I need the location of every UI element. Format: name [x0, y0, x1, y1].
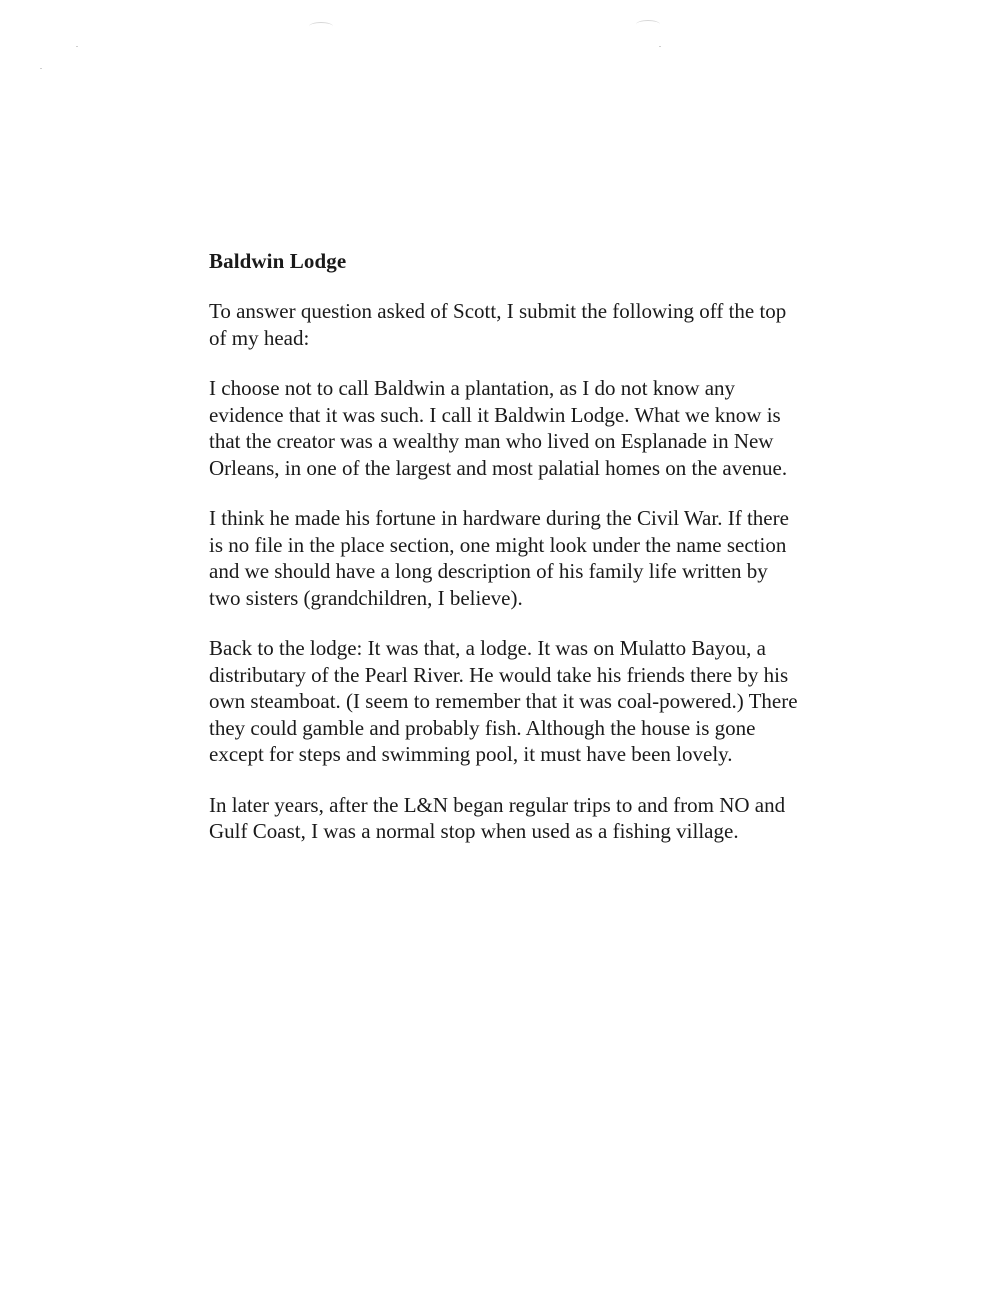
- paragraph-3: [209, 505, 869, 611]
- text-line: distributary of the Pearl River. He would take his friends there by his: [209, 662, 789, 687]
- paragraph-5: [209, 792, 869, 845]
- text-line: Gulf Coast, I was a normal stop when used as a fishing village.: [209, 819, 739, 843]
- text-line: own steamboat. (I seem to remember that it was coal-powered.) There: [209, 689, 798, 713]
- paragraph-2: [209, 375, 869, 481]
- text-line: two sisters (grandchildren, I believe).: [209, 585, 523, 610]
- document-title: Baldwin Lodge: [209, 249, 347, 273]
- scan-artifact: [40, 68, 42, 69]
- paragraph-4: [209, 635, 869, 768]
- scan-artifact: [636, 20, 660, 29]
- scan-artifact: [659, 46, 661, 47]
- paragraph-1: [209, 298, 869, 351]
- text-line: Back to the lodge: It was that, a lodge. It was on Mulatto Bayou, a: [209, 636, 766, 660]
- text-line: and we should have a long description of his family life written by: [209, 559, 768, 583]
- document-body: [209, 248, 869, 869]
- scan-artifact: [76, 46, 78, 47]
- text-line: is no file in the place section, one might look under the name section: [209, 532, 787, 557]
- text-line: To answer question asked of Scott, I submit the following off the top: [209, 299, 787, 323]
- text-line: except for steps and swimming pool, it must have been lovely.: [209, 742, 733, 766]
- text-line: In later years, after the L&N began regular trips to and from NO and: [209, 792, 786, 817]
- text-line: I choose not to call Baldwin a plantation, as I do not know any: [209, 376, 736, 400]
- text-line: that the creator was a wealthy man who lived on Esplanade in New: [209, 429, 774, 453]
- scan-artifact: [309, 22, 333, 31]
- text-line: they could gamble and probably fish. Although the house is gone: [209, 715, 756, 740]
- text-line: Orleans, in one of the largest and most palatial homes on the avenue.: [209, 455, 788, 480]
- text-line: of my head:: [209, 325, 310, 350]
- text-line: evidence that it was such. I call it Baldwin Lodge. What we know is: [209, 402, 781, 427]
- text-line: I think he made his fortune in hardware during the Civil War. If there: [209, 506, 789, 530]
